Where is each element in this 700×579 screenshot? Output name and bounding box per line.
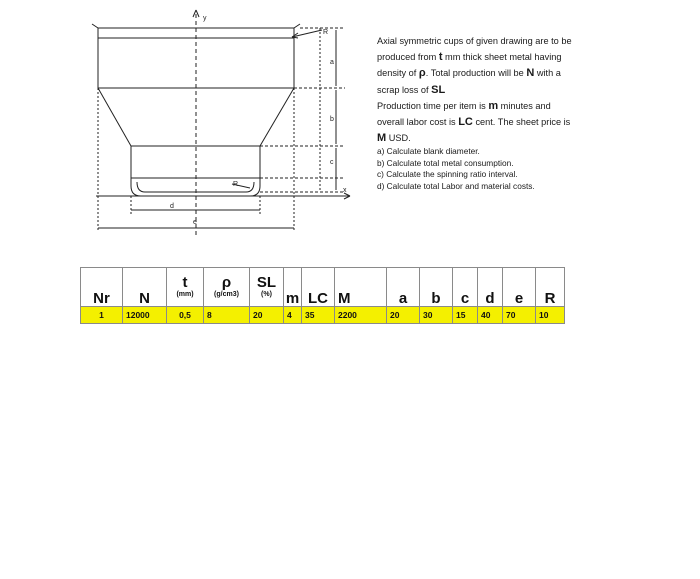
- value-cell: 20: [250, 307, 284, 324]
- header-cell: t (mm): [167, 268, 204, 307]
- cup-bottom: [131, 178, 260, 196]
- header-cell: c: [453, 268, 478, 307]
- label-b: b: [330, 116, 334, 123]
- question-d: d) Calculate total Labor and material costs.: [377, 180, 535, 191]
- question-c: c) Calculate the spinning ratio interval.: [377, 169, 518, 180]
- cone-left: [98, 88, 131, 146]
- header-cell: b: [420, 268, 453, 307]
- label-R-bottom: R: [233, 181, 239, 188]
- problem-line-6: overall labor cost is LC cent. The sheet price is: [377, 116, 571, 129]
- header-cell: SL (%): [250, 268, 284, 307]
- value-cell: 8: [204, 307, 250, 324]
- value-cell: 30: [420, 307, 453, 324]
- header-cell: Nr: [81, 268, 123, 307]
- table-value-row: [81, 307, 565, 324]
- value-cell: 12000: [123, 307, 167, 324]
- label-a: a: [330, 59, 334, 66]
- cup-rim-left: [92, 24, 98, 38]
- cone-right: [260, 88, 294, 146]
- label-c: c: [330, 159, 334, 166]
- label-e: e: [193, 219, 197, 226]
- parameter-table: [80, 267, 565, 324]
- header-cell: ρ (g/cm3): [204, 268, 250, 307]
- value-cell: 2200: [335, 307, 387, 324]
- problem-line-7: M USD.: [377, 132, 411, 145]
- value-cell: 4: [284, 307, 302, 324]
- question-b: b) Calculate total metal consumption.: [377, 157, 514, 168]
- value-cell: 35: [302, 307, 335, 324]
- label-d: d: [170, 203, 174, 210]
- label-R-top: R: [323, 29, 329, 36]
- problem-line-1: Axial symmetric cups of given drawing are to be: [377, 36, 572, 46]
- value-cell: 40: [478, 307, 503, 324]
- question-a: a) Calculate blank diameter.: [377, 146, 480, 157]
- value-cell: 70: [503, 307, 536, 324]
- header-cell: m: [284, 268, 302, 307]
- header-cell: R: [536, 268, 565, 307]
- value-cell: 15: [453, 307, 478, 324]
- header-cell: d: [478, 268, 503, 307]
- problem-line-2: produced from t mm thick sheet metal having: [377, 51, 562, 64]
- table-header-row: [81, 268, 565, 307]
- value-cell: 20: [387, 307, 420, 324]
- header-cell: M: [335, 268, 387, 307]
- label-x: x: [343, 187, 347, 194]
- header-cell: N: [123, 268, 167, 307]
- problem-line-4: scrap loss of SL: [377, 83, 446, 96]
- value-cell: 1: [81, 307, 123, 324]
- problem-line-3: density of ρ. Total production will be N with a: [377, 67, 561, 80]
- value-cell: 0,5: [167, 307, 204, 324]
- header-cell: a: [387, 268, 420, 307]
- value-cell: 10: [536, 307, 565, 324]
- label-y: y: [203, 15, 207, 22]
- header-cell: e: [503, 268, 536, 307]
- problem-line-5: Production time per item is m minutes and: [377, 99, 551, 112]
- header-cell: LC: [302, 268, 335, 307]
- problem-statement: [377, 33, 617, 192]
